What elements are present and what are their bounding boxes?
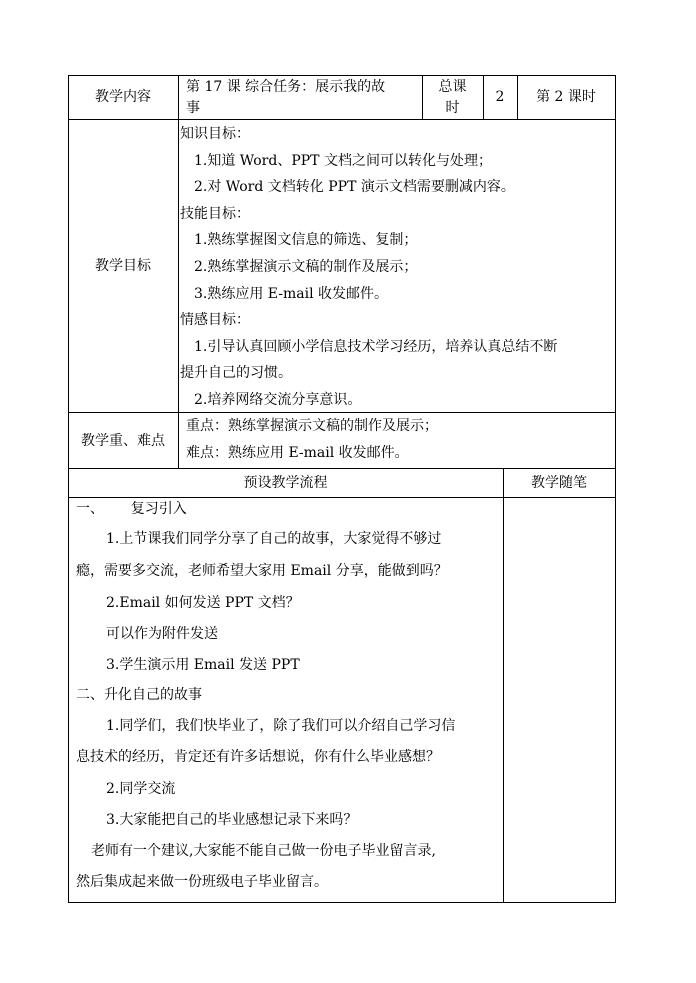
row-divider-1 xyxy=(68,119,616,120)
lesson-title-line1: 第 17 课 综合任务：展示我的故 xyxy=(186,79,386,95)
flow-line: 1.同学们，我们快毕业了，除了我们可以介绍自己学习信 xyxy=(106,718,456,734)
objective-item: 1.熟练掌握图文信息的筛选、复制； xyxy=(194,232,418,248)
key-point-difficulty: 难点：熟练应用 E-mail 收发邮件。 xyxy=(186,445,409,461)
table-border-right xyxy=(615,75,616,903)
flow-line: 2.Email 如何发送 PPT 文档？ xyxy=(106,595,300,611)
notes-header: 教学随笔 xyxy=(531,475,587,491)
objective-item-continued: 提升自己的习惯。 xyxy=(180,365,292,381)
row-divider-3 xyxy=(68,468,616,469)
total-hours-value: 2 xyxy=(495,89,505,105)
session-label: 第 2 课时 xyxy=(536,89,596,105)
flow-line: 2.同学交流 xyxy=(106,781,176,797)
flow-line-continued: 瘾，需要多交流，老师希望大家用 Email 分享，能做到吗？ xyxy=(76,563,448,579)
flow-line: 老师有一个建议,大家能不能自己做一份电子毕业留言录, xyxy=(91,843,436,859)
flow-line-continued: 息技术的经历，肯定还有许多话想说，你有什么毕业感想？ xyxy=(76,749,440,765)
lesson-title-line2: 事 xyxy=(186,100,200,116)
objective-item: 1.知道 Word、PPT 文档之间可以转化与处理； xyxy=(194,153,492,169)
objective-item: 2.熟练掌握演示文稿的制作及展示； xyxy=(194,259,418,275)
objectives-label: 教学目标 xyxy=(95,258,151,274)
label-column-divider xyxy=(178,75,179,469)
flow-line: 3.学生演示用 Email 发送 PPT xyxy=(106,657,300,673)
flow-section-heading: 二、升化自己的故事 xyxy=(76,687,202,703)
objective-item: 2.对 Word 文档转化 PPT 演示文档需要删减内容。 xyxy=(194,179,515,195)
flow-header: 预设教学流程 xyxy=(243,475,328,491)
key-point-focus: 重点：熟练掌握演示文稿的制作及展示； xyxy=(186,418,438,434)
table-border-bottom xyxy=(68,902,616,903)
objective-heading-knowledge: 知识目标： xyxy=(180,126,250,142)
flow-line: 可以作为附件发送 xyxy=(106,626,218,642)
objective-heading-skills: 技能目标： xyxy=(180,206,250,222)
flow-line: 1.上节课我们同学分享了自己的故事，大家觉得不够过 xyxy=(106,531,442,547)
flow-line-continued: 然后集成起来做一份班级电子毕业留言。 xyxy=(76,874,328,890)
objective-item: 3.熟练应用 E-mail 收发邮件。 xyxy=(194,286,389,302)
total-hours-label-line2: 时 xyxy=(445,100,460,116)
flow-section-heading: 一、 复习引入 xyxy=(76,501,187,517)
content-label: 教学内容 xyxy=(95,89,151,105)
notes-column-divider xyxy=(503,468,504,903)
objective-item: 1.引导认真回顾小学信息技术学习经历，培养认真总结不断 xyxy=(194,339,558,355)
key-points-label: 教学重、难点 xyxy=(81,433,165,449)
total-hours-label-line1: 总课 xyxy=(438,79,467,95)
row-divider-2 xyxy=(68,412,616,413)
objective-heading-emotion: 情感目标： xyxy=(180,312,250,328)
flow-line: 3.大家能把自己的毕业感想记录下来吗？ xyxy=(106,812,358,828)
objective-item: 2.培养网络交流分享意识。 xyxy=(194,392,362,408)
